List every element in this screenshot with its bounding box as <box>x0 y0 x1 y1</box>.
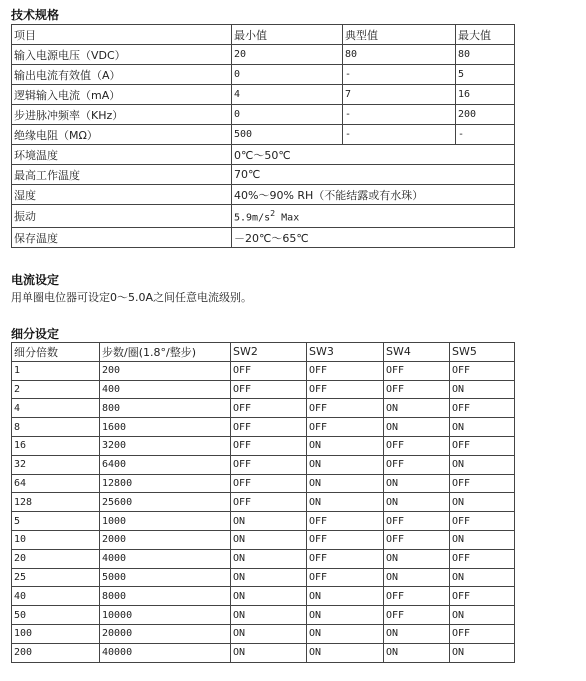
env-row-humidity <box>12 185 515 205</box>
division-sw2: OFF <box>231 474 307 493</box>
division-row <box>12 474 515 493</box>
division-sw3: OFF <box>307 399 384 418</box>
division-multiple: 10 <box>12 530 100 549</box>
spec-typ: 80 <box>343 45 456 65</box>
division-multiple: 128 <box>12 493 100 512</box>
division-sw4: ON <box>384 474 450 493</box>
env-label: 振动 <box>12 205 232 228</box>
env-label: 保存温度 <box>12 228 232 248</box>
spec-typ: - <box>343 65 456 85</box>
division-sw5: OFF <box>450 474 515 493</box>
spec-max: - <box>456 125 515 145</box>
spec-row <box>12 65 515 85</box>
spec-item: 逻辑输入电流（mA） <box>12 85 232 105</box>
division-table <box>11 342 515 663</box>
division-header-row <box>12 343 515 362</box>
spec-title: 技术规格 <box>11 8 60 22</box>
division-sw2: OFF <box>231 361 307 380</box>
division-row <box>12 380 515 399</box>
division-sw4: OFF <box>384 530 450 549</box>
vibration-value: 5.9m/s <box>234 212 271 224</box>
division-sw4: OFF <box>384 436 450 455</box>
division-multiple: 20 <box>12 549 100 568</box>
spec-typ: - <box>343 105 456 125</box>
spec-item: 步进脉冲频率（KHz） <box>12 105 232 125</box>
division-sw2: OFF <box>231 455 307 474</box>
division-sw5: OFF <box>450 399 515 418</box>
division-steps: 1000 <box>100 512 231 531</box>
division-steps: 5000 <box>100 568 231 587</box>
env-value <box>232 205 515 228</box>
division-sw5: ON <box>450 455 515 474</box>
division-sw4: OFF <box>384 380 450 399</box>
division-sw3: OFF <box>307 361 384 380</box>
env-label: 环境温度 <box>12 145 232 165</box>
division-sw5: ON <box>450 568 515 587</box>
division-row <box>12 587 515 606</box>
division-sw5: ON <box>450 643 515 662</box>
division-sw5: OFF <box>450 549 515 568</box>
division-sw3: OFF <box>307 549 384 568</box>
spec-max: 200 <box>456 105 515 125</box>
env-value: 70℃ <box>232 165 515 185</box>
division-steps: 2000 <box>100 530 231 549</box>
division-row <box>12 643 515 662</box>
current-title: 电流设定 <box>11 273 60 287</box>
env-label: 湿度 <box>12 185 232 205</box>
division-row <box>12 361 515 380</box>
division-steps: 1600 <box>100 418 231 437</box>
division-sw4: OFF <box>384 455 450 474</box>
env-row-max-temp <box>12 165 515 185</box>
division-sw2: OFF <box>231 436 307 455</box>
division-multiple: 4 <box>12 399 100 418</box>
division-sw4: ON <box>384 418 450 437</box>
division-sw2: ON <box>231 643 307 662</box>
division-sw4: ON <box>384 399 450 418</box>
division-row <box>12 549 515 568</box>
division-sw5: ON <box>450 380 515 399</box>
division-sw2: ON <box>231 530 307 549</box>
division-sw2: ON <box>231 512 307 531</box>
division-header-cell: SW5 <box>450 343 515 362</box>
division-row <box>12 436 515 455</box>
spec-header-row <box>12 25 515 45</box>
division-sw4: OFF <box>384 606 450 625</box>
division-multiple: 40 <box>12 587 100 606</box>
division-row <box>12 418 515 437</box>
spec-row <box>12 125 515 145</box>
division-sw4: ON <box>384 549 450 568</box>
division-sw3: ON <box>307 606 384 625</box>
division-steps: 400 <box>100 380 231 399</box>
division-header-cell: 细分倍数 <box>12 343 100 362</box>
spec-table <box>11 24 515 248</box>
division-row <box>12 606 515 625</box>
spec-header-max: 最大值 <box>456 25 515 45</box>
division-steps: 8000 <box>100 587 231 606</box>
vibration-suffix: Max <box>275 212 300 224</box>
division-sw3: ON <box>307 643 384 662</box>
spec-item: 输出电流有效值（A） <box>12 65 232 85</box>
spec-row <box>12 85 515 105</box>
division-steps: 20000 <box>100 624 231 643</box>
division-sw4: ON <box>384 624 450 643</box>
division-multiple: 16 <box>12 436 100 455</box>
spec-typ: 7 <box>343 85 456 105</box>
division-steps: 6400 <box>100 455 231 474</box>
division-sw5: ON <box>450 418 515 437</box>
division-sw2: ON <box>231 624 307 643</box>
division-sw3: ON <box>307 493 384 512</box>
spec-min: 0 <box>232 65 343 85</box>
division-sw5: OFF <box>450 361 515 380</box>
division-multiple: 8 <box>12 418 100 437</box>
spec-max: 80 <box>456 45 515 65</box>
env-row-ambient-temp <box>12 145 515 165</box>
env-value: －20℃～65℃ <box>232 228 515 248</box>
division-sw2: ON <box>231 568 307 587</box>
division-sw2: OFF <box>231 380 307 399</box>
division-sw5: OFF <box>450 436 515 455</box>
division-steps: 25600 <box>100 493 231 512</box>
division-row <box>12 568 515 587</box>
division-sw3: ON <box>307 624 384 643</box>
division-sw4: ON <box>384 643 450 662</box>
division-body <box>12 361 515 662</box>
division-sw4: ON <box>384 568 450 587</box>
division-sw3: ON <box>307 474 384 493</box>
division-sw3: OFF <box>307 568 384 587</box>
division-row <box>12 512 515 531</box>
env-row-storage-temp <box>12 228 515 248</box>
spec-min: 4 <box>232 85 343 105</box>
spec-header-min: 最小值 <box>232 25 343 45</box>
env-row-vibration <box>12 205 515 228</box>
division-sw3: OFF <box>307 530 384 549</box>
division-sw5: ON <box>450 606 515 625</box>
division-multiple: 1 <box>12 361 100 380</box>
division-sw4: OFF <box>384 587 450 606</box>
division-sw5: ON <box>450 493 515 512</box>
division-sw3: OFF <box>307 512 384 531</box>
spec-row <box>12 45 515 65</box>
division-sw5: OFF <box>450 624 515 643</box>
spec-min: 500 <box>232 125 343 145</box>
division-row <box>12 399 515 418</box>
division-steps: 3200 <box>100 436 231 455</box>
division-title: 细分设定 <box>11 327 60 341</box>
spec-item: 绝缘电阻（MΩ） <box>12 125 232 145</box>
division-steps: 12800 <box>100 474 231 493</box>
spec-typ: - <box>343 125 456 145</box>
env-label: 最高工作温度 <box>12 165 232 185</box>
division-sw3: ON <box>307 436 384 455</box>
division-sw3: OFF <box>307 418 384 437</box>
division-sw2: ON <box>231 549 307 568</box>
spec-header-typ: 典型值 <box>343 25 456 45</box>
division-sw4: ON <box>384 493 450 512</box>
spec-item: 输入电源电压（VDC） <box>12 45 232 65</box>
division-steps: 800 <box>100 399 231 418</box>
division-sw5: OFF <box>450 512 515 531</box>
division-multiple: 64 <box>12 474 100 493</box>
division-sw2: OFF <box>231 418 307 437</box>
division-header-cell: SW2 <box>231 343 307 362</box>
division-steps: 40000 <box>100 643 231 662</box>
division-sw2: ON <box>231 587 307 606</box>
spec-min: 20 <box>232 45 343 65</box>
division-sw3: OFF <box>307 380 384 399</box>
division-sw5: ON <box>450 530 515 549</box>
division-multiple: 32 <box>12 455 100 474</box>
division-header-cell: 步数/圈(1.8°/整步) <box>100 343 231 362</box>
division-steps: 10000 <box>100 606 231 625</box>
spec-max: 16 <box>456 85 515 105</box>
spec-row <box>12 105 515 125</box>
division-multiple: 50 <box>12 606 100 625</box>
division-sw4: OFF <box>384 361 450 380</box>
division-row <box>12 624 515 643</box>
division-sw2: OFF <box>231 399 307 418</box>
division-multiple: 5 <box>12 512 100 531</box>
spec-header-item: 项目 <box>12 25 232 45</box>
division-sw5: OFF <box>450 587 515 606</box>
division-sw2: OFF <box>231 493 307 512</box>
division-row <box>12 493 515 512</box>
division-header-cell: SW3 <box>307 343 384 362</box>
division-row <box>12 530 515 549</box>
division-sw3: ON <box>307 455 384 474</box>
spec-max: 5 <box>456 65 515 85</box>
env-value: 0℃～50℃ <box>232 145 515 165</box>
division-steps: 200 <box>100 361 231 380</box>
spec-min: 0 <box>232 105 343 125</box>
division-multiple: 25 <box>12 568 100 587</box>
vibration-exponent: 2 <box>270 208 276 219</box>
division-sw4: OFF <box>384 512 450 531</box>
division-multiple: 100 <box>12 624 100 643</box>
division-steps: 4000 <box>100 549 231 568</box>
division-sw3: ON <box>307 587 384 606</box>
division-header-cell: SW4 <box>384 343 450 362</box>
division-row <box>12 455 515 474</box>
current-text: 用单圈电位器可设定0～5.0A之间任意电流级别。 <box>11 291 253 304</box>
division-multiple: 2 <box>12 380 100 399</box>
division-multiple: 200 <box>12 643 100 662</box>
env-value: 40%～90% RH（不能结露或有水珠） <box>232 185 515 205</box>
division-sw2: ON <box>231 606 307 625</box>
